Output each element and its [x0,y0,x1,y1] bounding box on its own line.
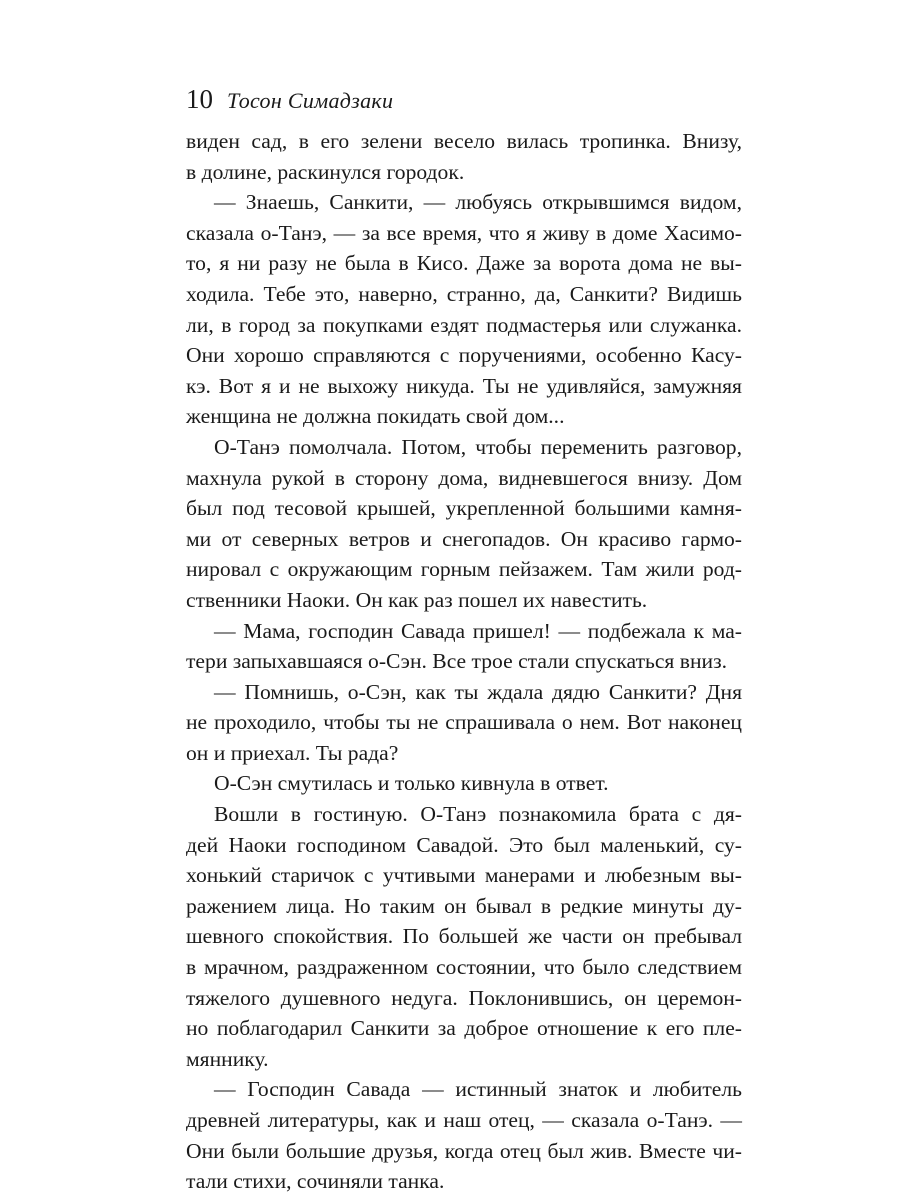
text-line: он и приехал. Ты рада? [186,740,399,765]
text-line: женщина не должна покидать свой дом... [186,404,565,429]
text-line: дей Наоки господином Савадой. Это был маленький, су- [186,832,742,857]
text-line: сказала о-Танэ, — за все время, что я живу в доме Хасимо- [186,220,742,245]
text-line: ли, в город за покупками ездят подмастерья или служанка. [186,312,742,337]
text-line: тали стихи, сочиняли танка. [186,1169,445,1194]
running-head-author: Тосон Симадзаки [227,88,394,113]
text-line: ходила. Тебе это, наверно, странно, да, Санкити? Видишь [186,281,742,306]
text-line: хонький старичок с учтивыми манерами и любезным вы- [186,863,742,888]
text-line: ственники Наоки. Он как раз пошел их навестить. [186,587,648,612]
text-line: — Помнишь, о-Сэн, как ты ждала дядю Санкити? Дня [214,679,742,704]
text-line: в долине, раскинулся городок. [186,159,465,184]
text-line: мяннику. [186,1046,269,1071]
text-line: тери запыхавшаяся о-Сэн. Все трое стали спускаться вниз. [186,649,728,674]
text-line: то, я ни разу не была в Кисо. Даже за ворота дома не вы- [186,251,742,276]
text-line: махнула рукой в сторону дома, видневшегося внизу. Дом [186,465,742,490]
body-text [186,126,742,1197]
text-line: О-Сэн смутилась и только кивнула в ответ. [214,771,609,796]
text-line: Они хорошо справляются с поручениями, особенно Касу- [186,343,742,368]
text-line: в мрачном, раздраженном состоянии, что было следствием [186,955,742,980]
text-line: Они были большие друзья, когда отец был жив. Вместе чи- [186,1138,742,1163]
book-page [186,84,742,1197]
text-line: шевного спокойствия. По большей же части он пребывал [186,924,742,949]
text-line: — Мама, господин Савада пришел! — подбежала к ма- [214,618,742,643]
text-line: ми от северных ветров и снегопадов. Он красиво гармо- [186,526,742,551]
page-number: 10 [186,84,213,114]
text-line: — Знаешь, Санкити, — любуясь открывшимся видом, [214,190,742,215]
text-line: Вошли в гостиную. О-Танэ познакомила брата с дя- [214,802,742,827]
text-line: не проходило, чтобы ты не спрашивала о нем. Вот наконец [186,710,742,735]
text-line: — Господин Савада — истинный знаток и любитель [214,1077,742,1102]
text-line: О-Танэ помолчала. Потом, чтобы переменить разговор, [214,434,742,459]
text-line: виден сад, в его зелени весело вилась тропинка. Внизу, [186,129,742,153]
text-line: древней литературы, как и наш отец, — сказала о-Танэ. — [186,1108,742,1132]
text-line: ражением лица. Но таким он бывал в редкие минуты ду- [186,893,742,918]
page-header [186,84,742,118]
text-line: но поблагодарил Санкити за доброе отношение к его пле- [186,1016,742,1041]
text-line: был под тесовой крышей, укрепленной большими камня- [186,496,742,521]
text-line: нировал с окружающим горным пейзажем. Там жили род- [186,557,742,582]
text-line: тяжелого душевного недуга. Поклонившись, он церемон- [186,985,742,1010]
text-line: кэ. Вот я и не выхожу никуда. Ты не удивляйся, замужняя [186,373,742,398]
